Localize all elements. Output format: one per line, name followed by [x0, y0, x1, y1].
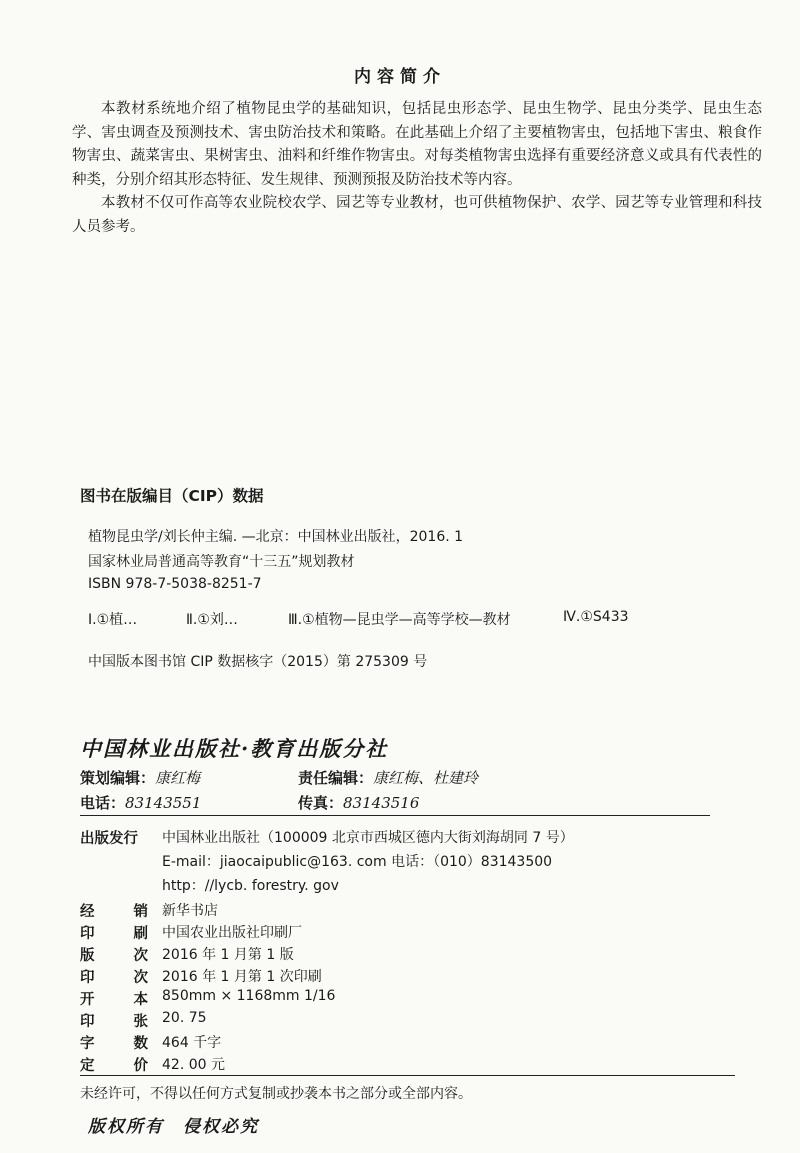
website-line: http：//lycb. forestry. gov [162, 878, 339, 894]
detail-label: 印 次 [80, 970, 148, 986]
detail-value: 464 千字 [162, 1035, 222, 1051]
phone-label: 电话： [80, 794, 126, 812]
email-line: E-mail：jiaocaipublic@163. com 电话：（010）83143500 [162, 854, 553, 870]
detail-value: 42. 00 元 [162, 1057, 225, 1073]
fax-value: 83143516 [343, 794, 420, 812]
planning-editor [80, 767, 200, 788]
phone-value: 83143551 [125, 794, 202, 812]
summary-paragraph: 本教材系统地介绍了植物昆虫学的基础知识，包括昆虫形态学、昆虫生物学、昆虫分类学、昆虫生态学、害虫调查及预测技术、害虫防治技术和策略。在此基础上介绍了主要植物害虫，包括地下害虫、粮食作物害虫、蔬菜害虫、果树害虫、油料和纤维作物害虫。对每类植物害虫选择有重要经济意义或具有代表性的种类，分别介绍其形态特征、发生规律、预测预报及防治技术等内容。 [72, 101, 762, 188]
phone [80, 792, 201, 813]
summary-body [72, 98, 762, 239]
detail-value: 20. 75 [162, 1010, 207, 1026]
responsible-editor [298, 767, 478, 788]
detail-label: 定 价 [80, 1058, 148, 1074]
planning-editor-name: 康红梅 [155, 769, 201, 787]
classification-item: Ⅰ.①植… [88, 612, 138, 628]
divider-top [80, 815, 710, 816]
summary-paragraph: 本教材不仅可作高等农业院校农学、园艺等专业教材，也可供植物保护、农学、园艺等专业管理和科技人员参考。 [72, 195, 762, 235]
detail-label: 开 本 [80, 992, 148, 1008]
cip-line: 国家林业局普通高等教育“十三五”规划教材 [88, 554, 355, 570]
detail-value: 新华书店 [162, 903, 218, 919]
responsible-editor-name: 康红梅、杜建玲 [373, 769, 479, 787]
classification-item: Ⅲ.①植物—昆虫学—高等学校—教材 [288, 612, 511, 628]
classification-item: Ⅱ.①刘… [186, 612, 238, 628]
classification-item: Ⅳ.①S433 [563, 609, 629, 625]
summary-title: 内容简介 [354, 67, 446, 87]
fax [298, 792, 419, 813]
cip-verification: 中国版本图书馆 CIP 数据核字（2015）第 275309 号 [88, 654, 428, 670]
detail-label: 经 销 [80, 904, 148, 920]
detail-value: 2016 年 1 月第 1 版 [162, 947, 294, 963]
publish-label: 出版发行 [80, 831, 138, 847]
publish-value: 中国林业出版社（100009 北京市西城区德内大街刘海胡同 7 号） [162, 830, 574, 846]
detail-value: 850mm × 1168mm 1/16 [162, 988, 336, 1004]
detail-value: 2016 年 1 月第 1 次印刷 [162, 969, 322, 985]
publisher-name: 中国林业出版社·教育出版分社 [80, 736, 389, 761]
detail-label: 版 次 [80, 948, 148, 964]
cip-line: ISBN 978-7-5038-8251-7 [88, 576, 262, 592]
rights-reserved: 版权所有 侵权必究 [88, 1117, 259, 1137]
detail-label: 印 张 [80, 1014, 148, 1030]
planning-editor-label: 策划编辑： [80, 769, 156, 787]
cip-title: 图书在版编目（CIP）数据 [80, 487, 264, 505]
cip-line: 植物昆虫学/刘长仲主编. —北京：中国林业出版社，2016. 1 [88, 529, 464, 545]
detail-value: 中国农业出版社印刷厂 [162, 925, 302, 941]
detail-label: 印 刷 [80, 926, 148, 942]
fax-label: 传真： [298, 794, 344, 812]
responsible-editor-label: 责任编辑： [298, 769, 374, 787]
detail-label: 字 数 [80, 1036, 148, 1052]
divider-bottom [80, 1075, 735, 1076]
copyright-notice: 未经许可，不得以任何方式复制或抄袭本书之部分或全部内容。 [80, 1086, 472, 1102]
